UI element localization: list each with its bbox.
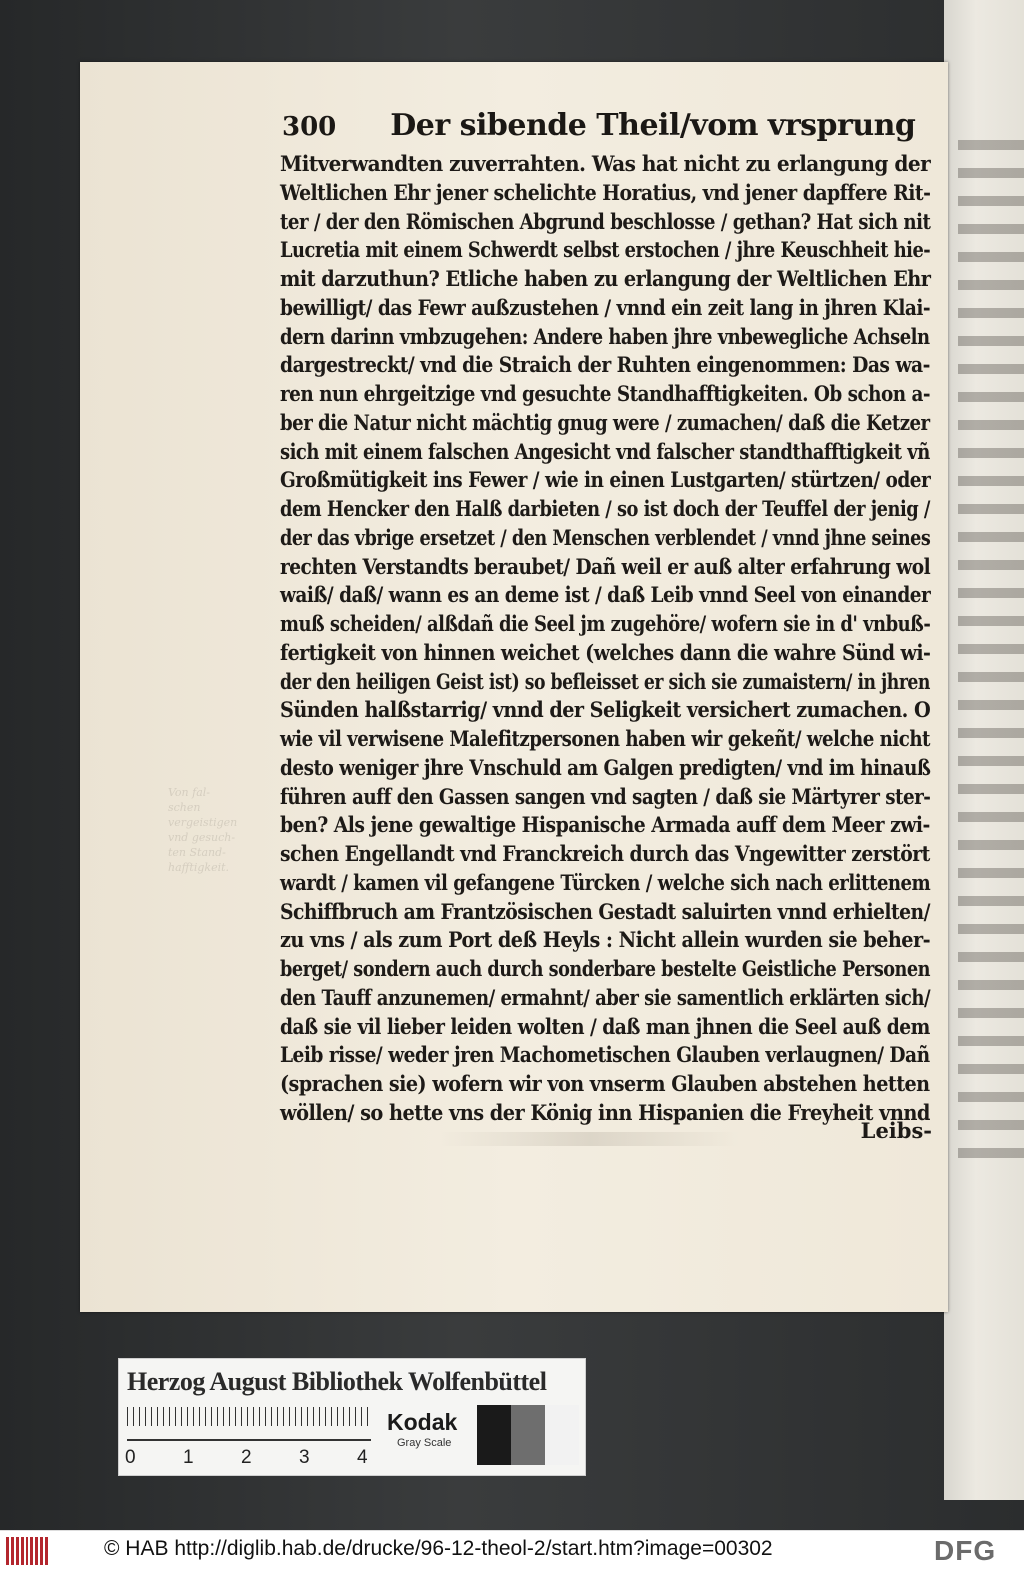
text-line: schen Engellandt vnd Franckreich durch das Vngewitter zerstört xyxy=(280,841,930,866)
text-line: mit darzuthun? Etliche haben zu erlangung der Weltlichen Ehr xyxy=(280,266,931,291)
gray-patch-mid xyxy=(511,1405,545,1465)
text-line: dem Hencker den Halß darbieten / so ist doch der Teuffel der jenig / xyxy=(280,496,930,521)
text-line: waiß/ daß/ wann es an deme ist / daß Leib vnnd Seel von einander xyxy=(280,582,931,608)
text-line: rechten Verstandts beraubet/ Dañ weil er auß alter erfahrung wol xyxy=(280,553,931,579)
text-line: wardt / kamen vil gefangene Türcken / welche sich nach erlittenem xyxy=(280,869,931,895)
text-line: wöllen/ so hette vns der König inn Hispanien die Freyheit vnnd xyxy=(280,1099,930,1125)
hab-logo-icon xyxy=(6,1537,48,1565)
text-line: wie vil verwisene Malefitzpersonen haben wir gekeñt/ welche nicht xyxy=(280,726,930,751)
library-name: Herzog August Bibliothek Wolfenbüttel xyxy=(127,1367,547,1396)
gray-patch-white xyxy=(545,1405,579,1465)
text-line: ber die Natur nicht mächtig gnug were / zumachen/ daß die Ketzer xyxy=(280,409,930,435)
ruler-number: 4 xyxy=(357,1447,368,1468)
text-line: desto weniger jhre Vnschuld am Galgen predigten/ vnd im hinauß xyxy=(280,754,931,780)
footer-bar xyxy=(0,1530,1024,1571)
text-line: Schiffbruch am Frantzösischen Gestadt saluirten vnnd erhielten/ xyxy=(280,898,930,924)
text-line: dargestreckt/ vnd die Straich der Ruhten eingenommen: Das wa- xyxy=(280,352,930,378)
ruler-baseline xyxy=(127,1439,371,1441)
text-line: Leib risse/ weder jren Machometischen Glauben verlaugnen/ Dañ xyxy=(280,1042,930,1068)
text-line: ren nun ehrgeitzige vnd gesuchte Standhafftigkeiten. Ob schon a- xyxy=(280,381,931,406)
text-line: Sünden halßstarrig/ vnnd der Seligkeit versichert zumachen. O xyxy=(280,697,931,723)
text-line: den Tauff anzunemen/ ermahnt/ aber sie samentlich erklärten sich/ xyxy=(280,984,931,1010)
page-number: 300 xyxy=(282,112,337,142)
text-line: Großmütigkeit ins Fewer / wie in einen Lustgarten/ stürtzen/ oder xyxy=(280,467,931,493)
text-line: muß scheiden/ alßdañ die Seel jm zugehöre/ wofern sie in d' vnbuß- xyxy=(280,611,931,636)
show-through-bleed xyxy=(440,1132,740,1146)
text-line: daß sie vil lieber leiden wolten / daß man jhnen die Seel auß dem xyxy=(280,1013,930,1039)
text-line: bewilligt/ das Fewr außzustehen / vnnd ein zeit lang in jhren Klai- xyxy=(280,294,931,320)
text-line: führen auff den Gassen sangen vnd sagten / daß sie Märtyrer ster- xyxy=(280,783,931,809)
catchword: Leibs- xyxy=(860,1118,932,1143)
dfg-logo: DFG xyxy=(934,1535,997,1566)
text-line: sich mit einem falschen Angesicht vnd falscher standthafftigkeit vñ xyxy=(280,438,930,464)
text-line: Weltlichen Ehr jener schelichte Horatius, vnd jener dapffere Rit- xyxy=(280,179,931,205)
ruler-scale xyxy=(127,1407,371,1439)
gray-patch-black xyxy=(477,1405,511,1465)
color-target-card xyxy=(118,1358,586,1476)
ruler-number: 2 xyxy=(241,1447,252,1468)
text-line: (sprachen sie) wofern wir von vnserm Glauben abstehen hetten xyxy=(280,1071,930,1096)
text-line: dern darinn vmbzugehen: Andere haben jhre vnbewegliche Achseln xyxy=(280,323,930,349)
text-line: fertigkeit von hinnen weichet (welches dann die wahre Sünd wi- xyxy=(280,639,931,665)
text-line: Lucretia mit einem Schwerdt selbst erstochen / jhre Keuschheit hie- xyxy=(280,237,931,263)
text-line: Mitverwandten zuverrahten. Was hat nicht zu erlangung der xyxy=(280,151,931,176)
text-line: ben? Als jene gewaltige Hispanische Armada auff dem Meer zwi- xyxy=(280,812,930,838)
running-title: Der sibende Theil/vom vrsprung xyxy=(390,108,916,143)
margin-note: Von fal- schen vergeistigen vnd gesuch- ten Stand- hafftigkeit. xyxy=(168,786,238,874)
page-header xyxy=(282,108,932,148)
body-text xyxy=(280,150,930,1128)
text-line: der den heiligen Geist ist) so befleisset er sich sie zumaistern/ in jhren xyxy=(280,668,930,694)
text-line: berget/ sondern auch durch sonderbare bestelte Geistliche Personen xyxy=(280,956,931,981)
copyright-link[interactable]: © HAB http://diglib.hab.de/drucke/96-12-theol-2/start.htm?image=00302 xyxy=(104,1537,773,1560)
adjacent-page-text-bleed xyxy=(958,140,1024,1160)
ruler-number: 1 xyxy=(183,1447,194,1468)
text-line: der das vbrige ersetzet / den Menschen verblendet / vnnd jhne seines xyxy=(280,524,931,550)
kodak-logo: Kodak xyxy=(387,1409,458,1435)
gray-scale-label: Gray Scale xyxy=(397,1437,452,1449)
text-line: zu vns / als zum Port deß Heyls : Nicht allein wurden sie beher- xyxy=(280,927,931,953)
ruler-number: 0 xyxy=(125,1447,136,1468)
text-line: ter / der den Römischen Abgrund beschlosse / gethan? Hat sich nit xyxy=(280,208,931,234)
ruler-number: 3 xyxy=(299,1447,310,1468)
